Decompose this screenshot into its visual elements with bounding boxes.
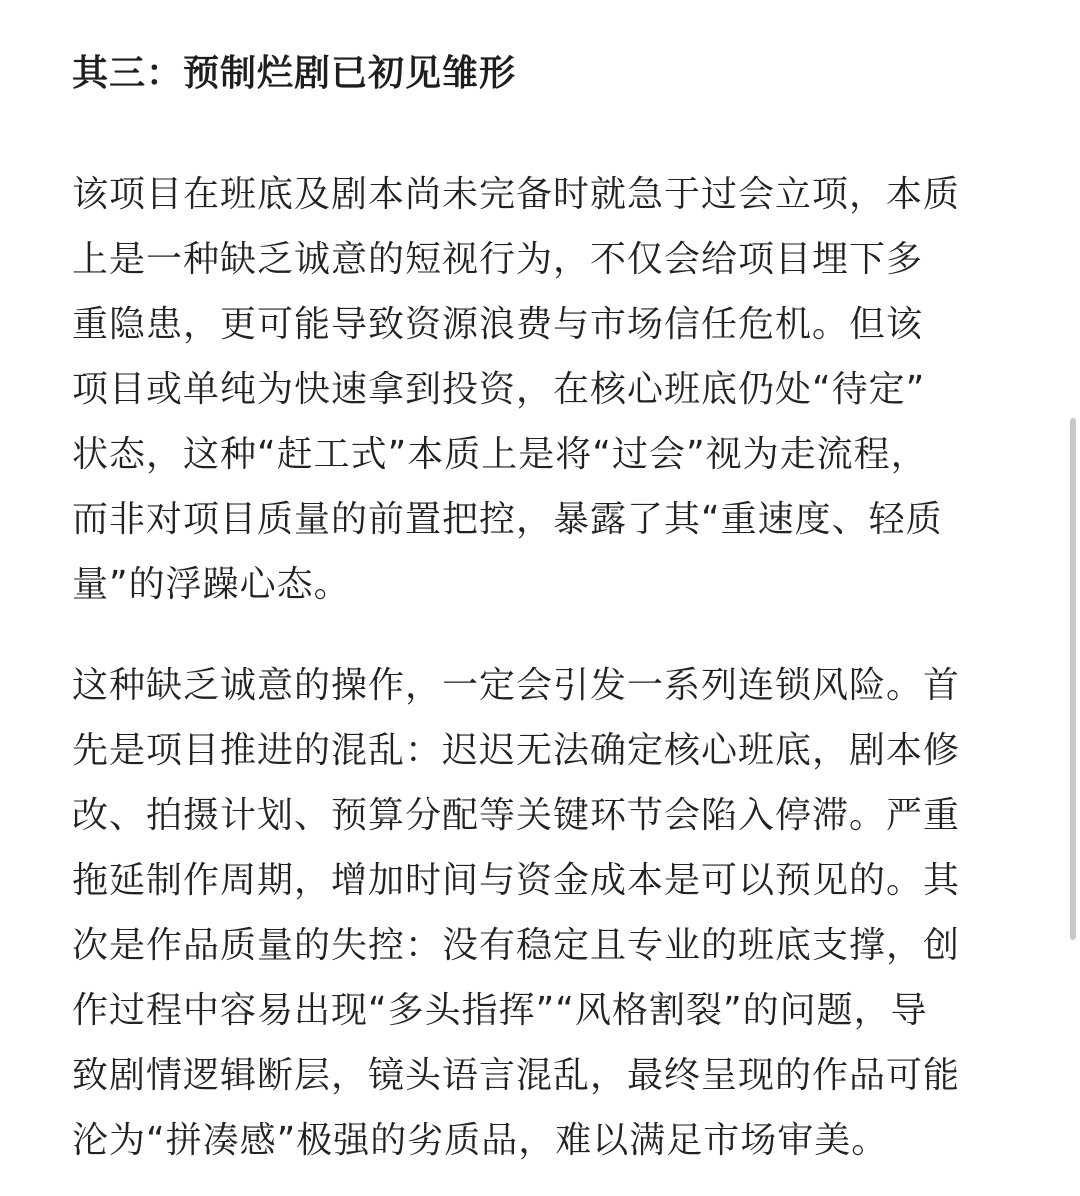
text-line: 次是作品质量的失控：没有稳定且专业的班底支撑，创 — [72, 925, 961, 966]
text-line: 这种缺乏诚意的操作，一定会引发一系列连锁风险。首 — [72, 665, 961, 706]
paragraph — [72, 162, 960, 617]
text-line: 沦为“拼凑感”极强的劣质品，难以满足市场审美。 — [72, 1120, 889, 1161]
text-line: 项目或单纯为快速拿到投资，在核心班底仍处“待定” — [72, 369, 926, 410]
text-line: 重隐患，更可能导致资源浪费与市场信任危机。但该 — [72, 304, 924, 345]
section-heading: 其三：预制烂剧已初见雏形 — [72, 53, 517, 94]
scrollbar[interactable] — [1066, 0, 1080, 1196]
text-line: 作过程中容易出现“多头指挥”“风格割裂”的问题，导 — [72, 990, 928, 1031]
paragraph — [72, 653, 960, 1173]
text-line: 上是一种缺乏诚意的短视行为，不仅会给项目埋下多 — [72, 239, 924, 280]
text-line: 而非对项目质量的前置把控，暴露了其“重速度、轻质 — [72, 499, 943, 540]
text-line: 致剧情逻辑断层，镜头语言混乱，最终呈现的作品可能 — [72, 1055, 961, 1096]
text-line: 量”的浮躁心态。 — [72, 564, 351, 605]
text-line: 拖延制作周期，增加时间与资金成本是可以预见的。其 — [72, 860, 961, 901]
text-line: 改、拍摄计划、预算分配等关键环节会陷入停滞。严重 — [72, 795, 961, 836]
text-line: 状态，这种“赶工式”本质上是将“过会”视为走流程， — [72, 434, 928, 475]
text-line: 该项目在班底及剧本尚未完备时就急于过会立项，本质 — [72, 174, 961, 215]
text-line: 先是项目推进的混乱：迟迟无法确定核心班底，剧本修 — [72, 730, 961, 771]
scrollbar-thumb[interactable] — [1070, 418, 1076, 940]
